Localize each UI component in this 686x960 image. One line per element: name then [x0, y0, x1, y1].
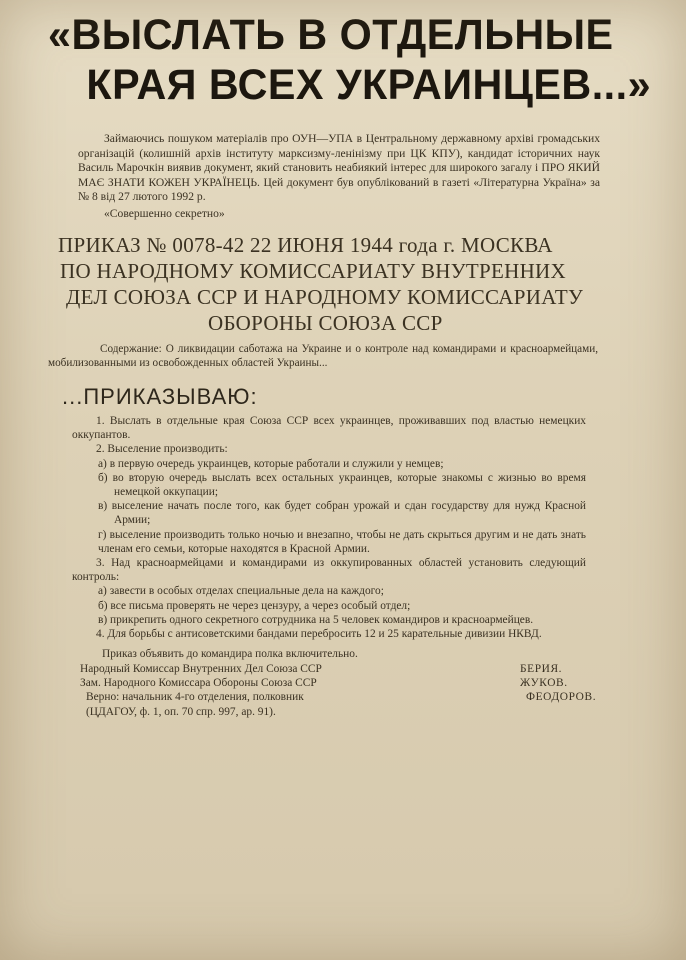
headline-line-1: «ВЫСЛАТЬ В ОТДЕЛЬНЫЕ [48, 11, 614, 59]
archive-reference: (ЦДАГОУ, ф. 1, оп. 70 спр. 997, ар. 91). [86, 705, 276, 718]
order-header [58, 232, 650, 336]
order-header-line-3: ДЕЛ СОЮЗА ССР И НАРОДНОМУ КОМИССАРИАТУ [66, 284, 584, 309]
signer-title: Верно: начальник 4-го отделения, полковник [86, 691, 304, 704]
order-paragraph: 1. Выслать в отдельные края Союза ССР всех украинцев, проживавших под властью немецких оккупантов. [72, 414, 586, 442]
signer-name: ФЕОДОРОВ. [526, 691, 597, 704]
orders-heading: ...ПРИКАЗЫВАЮ: [62, 383, 258, 409]
order-subparagraph: б) все письма проверять не через цензуру, а через особый отдел; [98, 599, 411, 612]
content-summary: Содержание: О ликвидации саботажа на Украине и о контроле над командирами и красноармейцами, мобилизованными из освобожденных областей Украины... [48, 342, 598, 369]
headline [48, 10, 652, 110]
order-header-line-2: ПО НАРОДНОМУ КОМИССАРИАТУ ВНУТРЕННИХ [60, 258, 566, 283]
order-paragraph: 3. Над красноармейцами и командирами из оккупированных областей установить следующий контроль: [72, 557, 586, 584]
order-subparagraph: в) прикрепить одного секретного сотрудника на 5 человек командиров и красноармейцев. [98, 613, 534, 626]
signature-row [72, 676, 650, 690]
announce-line: Приказ объявить до командира полка включительно. [102, 648, 358, 661]
secret-label: «Совершенно секретно» [104, 206, 225, 220]
signer-title: Народный Комиссар Внутренних Дел Союза ССР [80, 662, 322, 675]
order-paragraph: 4. Для борьбы с антисоветскими бандами перебросить 12 и 25 карательные дивизии НКВД. [96, 628, 542, 641]
signer-name: ЖУКОВ. [520, 677, 568, 690]
order-header-line-1: ПРИКАЗ № 0078-42 22 ИЮНЯ 1944 года г. МОСКВА [58, 232, 553, 257]
order-header-line-4: ОБОРОНЫ СОЮЗА ССР [208, 310, 443, 335]
order-body [72, 414, 586, 641]
intro-paragraph: Займаючись пошуком матеріалів про ОУН—УПА в Центральному державному архіві громадських організацій (колишній архів інституту марксизму-ленінізму при ЦК КПУ), кандидат історичних наук Василь Марочкін виявив документ, який становить неабиякий інтерес для широкого загалу і ПРО ЯКИЙ МАЄ ЗНАТИ КОЖЕН УКРАЇНЕЦЬ. Цей документ був опублікований в газеті «Літературна Україна» за № 8 від 27 лютого 1992 р. [78, 132, 600, 204]
signer-title: Зам. Народного Комиссара Обороны Союза ССР [80, 677, 317, 690]
signature-row [72, 690, 650, 704]
order-subparagraph: а) в первую очередь украинцев, которые работали и служили у немцев; [98, 457, 444, 470]
signature-row [72, 662, 650, 676]
headline-line-2: КРАЯ ВСЕХ УКРАИНЦЕВ...» [86, 61, 652, 109]
signer-name: БЕРИЯ. [520, 662, 563, 675]
order-subparagraph: в) выселение начать после того, как будет собран урожай и сдан государству для нужд Красной Армии; [98, 500, 586, 527]
signature-block [72, 647, 650, 719]
order-subparagraph: б) во вторую очередь выслать всех остальных украинцев, которые знакомы с жизнью во время немецкой оккупации; [98, 471, 586, 498]
order-paragraph: 2. Выселение производить: [96, 443, 228, 456]
order-subparagraph: г) выселение производить только ночью и внезапно, чтобы не дать скрыться другим и не дать знать членам его семьи, которые находятся в Красной Армии. [98, 528, 586, 555]
order-subparagraph: а) завести в особых отделах специальные дела на каждого; [98, 585, 384, 598]
